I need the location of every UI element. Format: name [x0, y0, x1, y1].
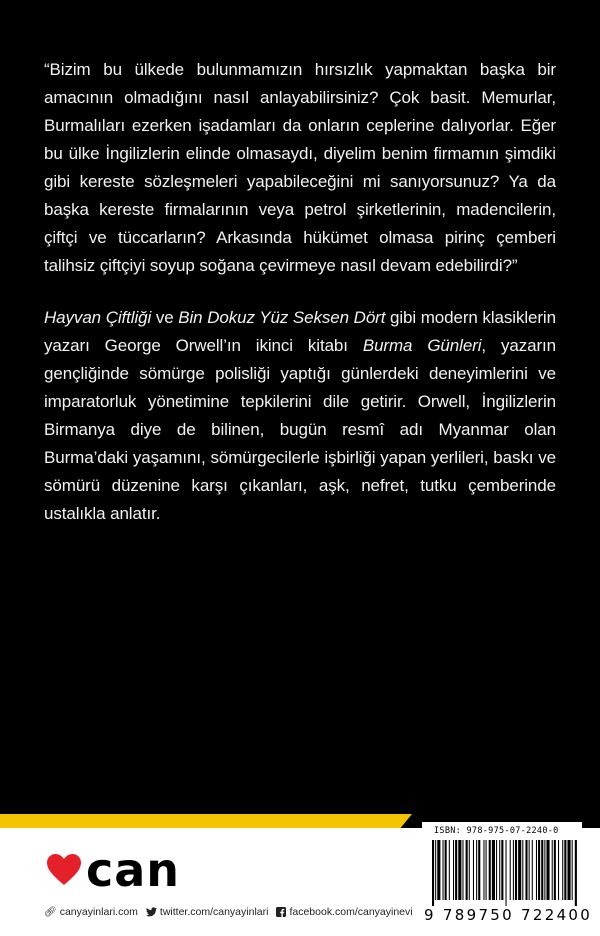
barcode-bar [567, 840, 570, 900]
barcode-bar [499, 840, 500, 900]
barcode-bar [453, 840, 454, 900]
barcode-bar [572, 840, 573, 900]
barcode-bar [536, 840, 537, 900]
barcode-bar [469, 840, 470, 900]
barcode-bar [483, 840, 484, 900]
book-title-hayvan-ciftligi: Hayvan Çiftliği [44, 308, 152, 327]
barcode-bar [513, 840, 514, 900]
barcode-bar [515, 840, 517, 900]
barcode-bar [541, 840, 543, 900]
barcode-bar [437, 840, 440, 900]
barcode-bar [532, 840, 533, 900]
book-title-1984: Bin Dokuz Yüz Seksen Dört [178, 308, 386, 327]
barcode-bar [462, 840, 463, 900]
barcode-bar [443, 840, 444, 900]
twitter-icon [146, 907, 157, 917]
publisher-links [44, 906, 413, 918]
twitter-link[interactable] [146, 906, 269, 918]
description-text: gibi modern klasiklerin yazarı George Orwell’ın ikinci kitabı [44, 308, 556, 355]
barcode-bar [489, 840, 491, 900]
barcode-bar [432, 840, 434, 906]
barcode-bar [496, 840, 497, 900]
barcode-bar [575, 840, 577, 906]
barcode-bar [510, 840, 511, 900]
barcode-bar [544, 840, 545, 900]
description-paragraph [44, 304, 556, 528]
barcode-bar [473, 840, 474, 900]
twitter-text: twitter.com/canyayinlari [159, 906, 269, 918]
barcode-bar [476, 840, 477, 900]
barcode-bar [564, 840, 566, 900]
barcode-bar [518, 840, 521, 900]
back-cover-text [44, 56, 556, 528]
barcode-bar [486, 840, 487, 900]
link-icon: 🔗︎ [44, 906, 57, 918]
barcode-bar [529, 840, 530, 900]
publisher-logo-text: can [86, 843, 181, 897]
publisher-logo [46, 843, 181, 897]
website-text: canyayinlari.com [59, 906, 138, 918]
barcode-bar [546, 840, 549, 900]
barcode-bar [458, 840, 461, 900]
barcode-bar [492, 840, 495, 900]
barcode-bar [562, 840, 563, 900]
quote-paragraph: “Bizim bu ülkede bulunmamızın hırsızlık yapmaktan başka bir amacının olmadığını nasıl anlayabilirsiniz? Çok basit. Memurlar, Burmalıları ezerken işadamları da onların ceplerine dalıyorlar. Eğer bu ülke İngilizlerin elinde olmasaydı, diyelim benim firmamın şimdiki gibi kereste sözleşmeleri yapabileceğini mi sanıyorsunuz? Ya da başka kereste firmalarının veya petrol şirketlerinin, madencilerin, çiftçi ve tüccarların? Arkasında hükümet olmasa pirinç çemberi talihsiz çiftçiyi soyup soğana çevirmeye nasıl devam edebilirdi?” [44, 60, 556, 275]
description-text: , yazarın gençliğinde sömürge polisliği yaptığı günlerdeki deneyimlerini ve imparatorluk yönetimine tepkilerini dile getirir. Orwell, İngilizlerin Birmanya diye de bilinen, bugün resmî adı Myanmar olan Burma’daki yaşamını, sömürgecilerle işbirliği yapan yerlileri, baskı ve sömürü düzenine karşı çıkanları, aşk, nefret, tutku çemberinde ustalıkla anlatır. [44, 336, 557, 523]
description-text: ve [151, 308, 179, 327]
barcode-bar [445, 840, 447, 900]
barcode-bar [552, 840, 553, 900]
facebook-text: facebook.com/canyayinevi [289, 906, 413, 918]
barcode-bar [478, 840, 480, 900]
barcode-bar [558, 840, 559, 900]
barcode [432, 840, 578, 906]
barcode-bar [466, 840, 468, 900]
facebook-icon [276, 907, 286, 917]
facebook-link[interactable] [276, 906, 412, 918]
barcode-bar [522, 840, 523, 900]
heart-icon [46, 853, 82, 887]
book-title-burma-gunleri: Burma Günleri [362, 336, 482, 355]
website-link[interactable] [44, 906, 138, 918]
barcode-bar [455, 840, 457, 900]
barcode-digits: 9 789750 722400 [424, 906, 593, 924]
barcode-bar [554, 840, 556, 900]
barcode-bar [506, 840, 507, 906]
isbn-label: ISBN: 978-975-07-2240-0 [434, 826, 559, 836]
barcode-bar [435, 840, 436, 900]
barcode-bar [538, 840, 540, 900]
barcode-bar [449, 840, 450, 900]
barcode-bar [525, 840, 527, 900]
barcode-bar [501, 840, 503, 900]
